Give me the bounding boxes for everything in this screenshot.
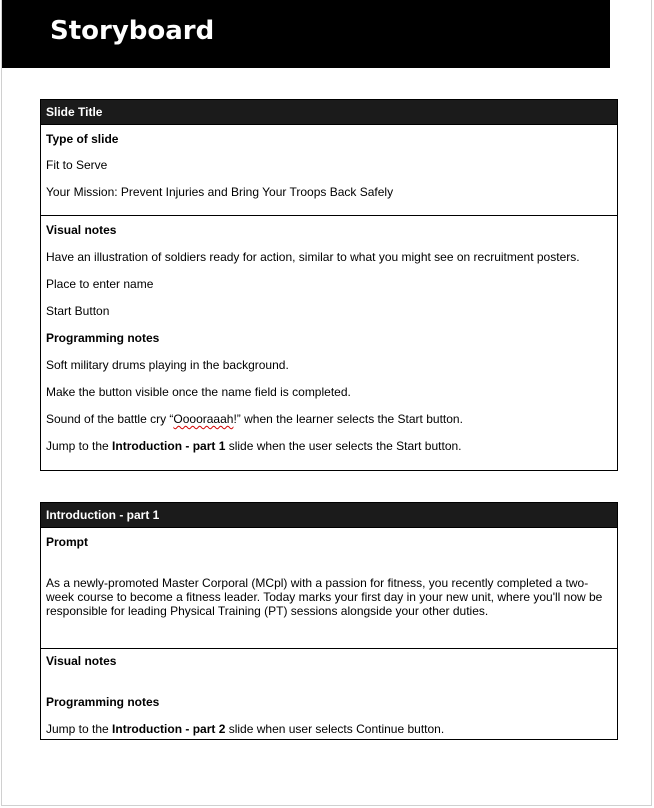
card-header: Introduction - part 1 xyxy=(41,503,617,528)
type-value: Fit to Serve xyxy=(46,158,108,172)
jump-before: Jump to the xyxy=(46,439,113,453)
programming-note-jump xyxy=(46,439,609,453)
programming-notes-label: Programming notes xyxy=(46,695,160,709)
visual-note-item: Have an illustration of soldiers ready for action, similar to what you might see on recruitment posters. xyxy=(46,250,580,264)
prompt-section xyxy=(41,528,617,649)
header-bar xyxy=(2,0,610,68)
programming-note-item: Soft military drums playing in the background. xyxy=(46,358,289,372)
visual-notes-label: Visual notes xyxy=(46,223,117,237)
jump-before: Jump to the xyxy=(46,722,113,736)
programming-notes-label: Programming notes xyxy=(46,331,160,345)
notes-section xyxy=(41,216,617,471)
jump-after: slide when user selects Continue button. xyxy=(225,722,445,736)
storyboard-card-introduction-1 xyxy=(40,502,618,740)
visual-notes-label: Visual notes xyxy=(46,654,117,668)
notes-section xyxy=(41,649,617,740)
programming-note-item: Make the button visible once the name field is completed. xyxy=(46,385,351,399)
type-label: Type of slide xyxy=(46,132,119,146)
visual-note-item: Start Button xyxy=(46,304,110,318)
prompt-text: As a newly-promoted Master Corporal (MCpl) with a passion for fitness, you recently completed a two-week course to become a fitness leader. Today marks your first day in your new unit, where you'll now be responsible for leading Physical Training (PT) sessions alongside your other duties. xyxy=(46,576,603,618)
storyboard-card-slide-title xyxy=(40,99,618,471)
jump-after: slide when the user selects the Start button. xyxy=(225,439,462,453)
type-section xyxy=(41,125,617,216)
prompt-label: Prompt xyxy=(46,535,88,549)
slide-subtitle: Your Mission: Prevent Injuries and Bring Your Troops Back Safely xyxy=(46,185,394,199)
battle-cry-before: Sound of the battle cry “ xyxy=(46,412,174,426)
battle-cry-after: !” when the learner selects the Start button. xyxy=(233,412,463,426)
jump-target: Introduction - part 2 xyxy=(112,722,226,736)
visual-note-item: Place to enter name xyxy=(46,277,154,291)
battle-cry-word: Ooooraaah xyxy=(173,412,234,426)
page-title: Storyboard xyxy=(50,16,215,46)
jump-target: Introduction - part 1 xyxy=(112,439,226,453)
programming-note-battle-cry xyxy=(46,412,609,426)
card-header: Slide Title xyxy=(41,100,617,125)
programming-note-jump xyxy=(46,722,609,736)
